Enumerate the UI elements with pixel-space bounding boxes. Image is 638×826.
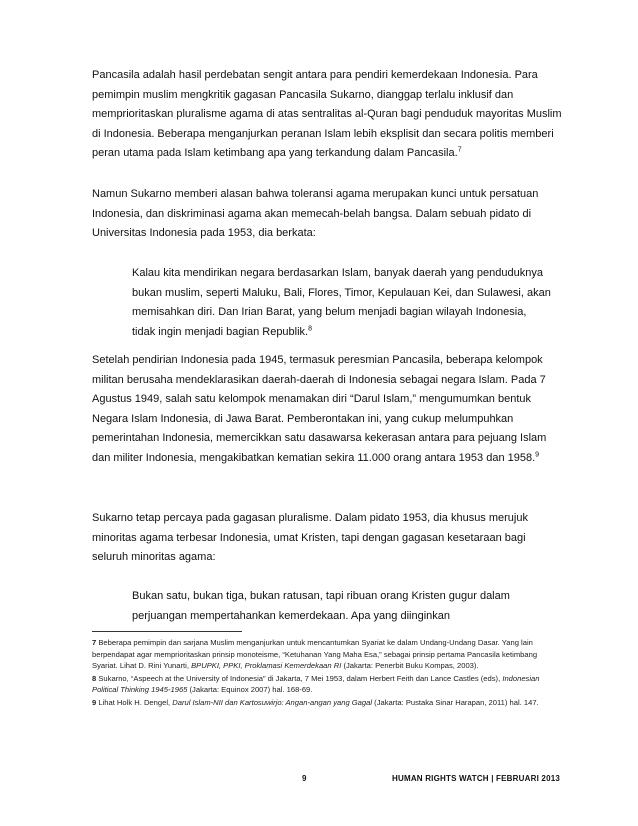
paragraph-2: Namun Sukarno memberi alasan bahwa toleransi agama merupakan kunci untuk persatuan Indonesia, dan diskriminasi agama akan memecah-belah bangsa. Dalam sebuah pidato di Universitas Indonesia pada 1953, dia berkata: bbox=[92, 188, 539, 239]
footnote-9 bbox=[92, 697, 562, 709]
footnote-7-text: Beberapa pemimpin dan sarjana Muslim menganjurkan untuk mencantumkan Syariat ke dalam Undang-Undang Dasar. Yang lain berpendapat agar memprioritaskan prinsip monoteisme, “Ketuhanan Yang Maha Esa,” sebagai prinsip pertama Pancasila ketimbang Syariat. Lihat D. Rini Yunarti, bbox=[92, 638, 538, 671]
footnote-7-title: BPUPKI, PPKI, Proklamasi Kemerdekaan RI bbox=[191, 661, 342, 671]
paragraph-4: Sukarno tetap percaya pada gagasan pluralisme. Dalam pidato 1953, dia khusus merujuk minoritas agama terbesar Indonesia, umat Kristen, tapi dengan gagasan kesetaraan bagi seluruh minoritas agama: bbox=[92, 512, 528, 563]
footnote-8-title: Indonesian Political Thinking 1945-1965 bbox=[92, 673, 540, 695]
paragraph-1-text: Pancasila adalah hasil perdebatan sengit antara para pendiri kemerdekaan Indonesia. Para pemimpin muslim mengkritik gagasan Pancasila Sukarno, dianggap terlalu inklusif dan memprioritaskan pluralisme agama di atas sentralitas al-Quran bagi penduduk mayoritas Muslim di Indonesia. Beberapa menganjurkan peranan Islam lebih eksplisit dan secara politis memberi peran utama pada Islam ketimbang apa yang terkandung dalam Pancasila. bbox=[92, 69, 562, 159]
footnote-8-tail: (Jakarta: Equinox 2007) hal. 168-69. bbox=[189, 685, 313, 695]
footnote-9-text: Lihat Holk H. Dengel, bbox=[98, 697, 171, 707]
paragraph-3 bbox=[92, 351, 562, 468]
footnote-9-title: Darul Islam-NII dan Kartosuwirjo: Angan-angan yang Gagal bbox=[172, 697, 373, 707]
footnote-divider bbox=[92, 631, 242, 632]
footnotes bbox=[92, 637, 562, 710]
paragraph-1 bbox=[92, 66, 562, 164]
footnote-8-number: 8 bbox=[92, 673, 97, 683]
paragraph-3-text: Setelah pendirian Indonesia pada 1945, termasuk peresmian Pancasila, beberapa kelompok militan berusaha mendeklarasikan daerah-daerah di Indonesia sebagai negara Islam. Pada 7 Agustus 1949, salah satu kelompok menamakan diri “Darul Islam,” mengumumkan bentuk Negara Islam Indonesia, di Jawa Barat. Pemberontakan ini, yang cukup melumpuhkan pemerintahan Indonesia, memercikkan satu dasawarsa kekerasan antara para pejuang Islam dan militer Indonesia, mengakibatkan kematian sekira 11.000 orang antara 1953 dan 1958. bbox=[92, 354, 547, 464]
footnote-8-text: Sukarno, “Aspeech at the University of Indonesia” di Jakarta, 7 Mei 1953, dalam Herbert Feith dan Lance Castles (eds), bbox=[98, 673, 501, 683]
block-quote-2: Bukan satu, bukan tiga, bukan ratusan, tapi ribuan orang Kristen gugur dalam perjuangan mempertahankan kemerdekaan. Apa yang diinginkan bbox=[132, 590, 510, 622]
footnote-7-tail: (Jakarta: Penerbit Buku Kompas, 2003). bbox=[343, 661, 479, 671]
footnote-7 bbox=[92, 637, 562, 672]
footnote-ref-8[interactable]: 8 bbox=[308, 324, 313, 332]
footnote-7-number: 7 bbox=[92, 638, 97, 647]
publisher-and-date: HUMAN RIGHTS WATCH | FEBRUARI 2013 bbox=[392, 774, 561, 783]
page-number: 9 bbox=[302, 774, 307, 783]
footnote-8 bbox=[92, 673, 562, 696]
footnote-9-tail: (Jakarta: Pustaka Sinar Harapan, 2011) hal. 147. bbox=[374, 697, 539, 707]
footnote-9-number: 9 bbox=[92, 697, 97, 707]
block-quote-1 bbox=[132, 264, 552, 342]
footnote-ref-9[interactable]: 9 bbox=[535, 450, 540, 458]
footnote-ref-7[interactable]: 7 bbox=[457, 146, 462, 154]
block-quote-1-text: Kalau kita mendirikan negara berdasarkan Islam, banyak daerah yang penduduknya bukan muslim, seperti Maluku, Bali, Flores, Timor, Kepulauan Kei, dan Sulawesi, akan memisahkan diri. Dan Irian Barat, yang belum menjadi bagian wilayah Indonesia, tidak ingin menjadi bagian Republik. bbox=[132, 267, 551, 338]
